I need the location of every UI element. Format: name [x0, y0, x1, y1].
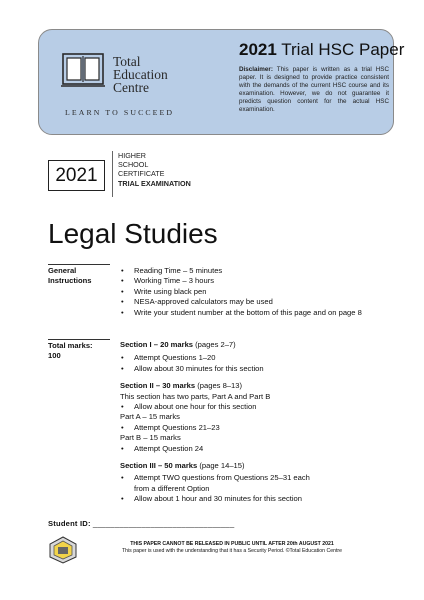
list-item: • Allow about one hour for this section: [120, 402, 370, 412]
instructions-rule: [48, 264, 110, 265]
list-item: • Allow about 1 hour and 30 minutes for this section: [120, 494, 370, 504]
list-item: • NESA-approved calculators may be used: [120, 297, 370, 307]
section-2-part-a: Part A – 15 marks: [120, 412, 180, 422]
section-3-heading: [120, 461, 370, 471]
list-item: • Write your student number at the bottom of this page and on page 8: [120, 308, 370, 318]
hsc-line-higher: HIGHER: [118, 151, 146, 160]
disclaimer-text: This paper is written as a trial HSC paper. It is designed to provide practice consistent with the demands of the current HSC course and its examination. However, we do not guarantee it predicts question content for the actual HSC examination.: [239, 66, 389, 114]
section-3-title: Section III – 50 marks: [120, 461, 198, 471]
section-2-note: This section has two parts, Part A and Part B: [120, 391, 271, 401]
book-icon: [61, 50, 105, 90]
section-2-title: Section II – 30 marks: [120, 381, 196, 391]
logo-line-1: Total: [113, 54, 141, 69]
student-id-label: Student ID:: [48, 519, 91, 528]
instructions-label: [48, 266, 91, 285]
footer-release-notice: THIS PAPER CANNOT BE RELEASED IN PUBLIC UNTIL AFTER 20th AUGUST 2021: [130, 541, 334, 547]
instructions-label-line1: General: [48, 266, 77, 275]
student-id-field: [48, 519, 234, 528]
hsc-divider: [112, 151, 113, 197]
disclaimer: [239, 66, 389, 115]
header-banner: [38, 29, 405, 135]
logo-tagline: LEARN TO SUCCEED: [65, 108, 175, 117]
subject-title: Legal Studies: [48, 218, 218, 249]
trial-year: 2021: [239, 40, 277, 59]
exam-year-box: 2021: [48, 160, 105, 191]
student-id-blank: ________________________________: [92, 519, 235, 528]
logo-line-3: Centre: [113, 80, 149, 95]
section-1-pages: (pages 2–7): [193, 340, 236, 349]
footer-security-notice: This paper is used with the understanding that it has a Security Period. ©Total Education Centre: [121, 548, 343, 554]
total-marks-text: Total marks:: [48, 341, 93, 350]
instructions-label-line2: Instructions: [48, 275, 92, 285]
list-item: • Allow about 30 minutes for this section: [120, 364, 370, 374]
section-1-title: Section I – 20 marks: [120, 340, 194, 349]
hsc-line-school: SCHOOL: [118, 160, 149, 170]
trial-paper-title: [239, 40, 404, 60]
section-2-pages: (pages 8–13): [195, 381, 243, 391]
logo-line-2: Education: [113, 67, 168, 82]
list-item: • Attempt Questions 21–23: [120, 423, 370, 433]
list-item: • Attempt Questions 1–20: [120, 353, 370, 363]
company-logo: [61, 50, 209, 130]
security-seal-icon: [48, 536, 78, 564]
trial-title-text: Trial HSC Paper: [281, 40, 405, 59]
list-item: • Reading Time – 5 minutes: [120, 266, 370, 276]
hsc-heading: [118, 151, 191, 188]
sections-list: [120, 340, 370, 505]
list-item: • Attempt TWO questions from Questions 25–31 each from a different Option: [120, 473, 320, 494]
list-item: • Attempt Question 24: [120, 444, 370, 454]
total-marks-label: [48, 341, 93, 360]
list-item: • Working Time – 3 hours: [120, 276, 370, 286]
section-3-pages: (page 14–15): [197, 461, 245, 471]
section-1-heading: [120, 340, 370, 350]
hsc-line-certificate: CERTIFICATE: [118, 169, 165, 179]
total-marks-value: 100: [48, 350, 61, 360]
instructions-list: [120, 266, 370, 318]
disclaimer-label: Disclaimer:: [239, 66, 273, 73]
list-item: • Write using black pen: [120, 287, 370, 297]
footer-notice: [82, 541, 382, 555]
section-2-heading: [120, 381, 370, 391]
total-marks-rule: [48, 339, 110, 340]
hsc-line-trial: TRIAL EXAMINATION: [118, 178, 191, 188]
section-2-part-b: Part B – 15 marks: [120, 433, 181, 443]
